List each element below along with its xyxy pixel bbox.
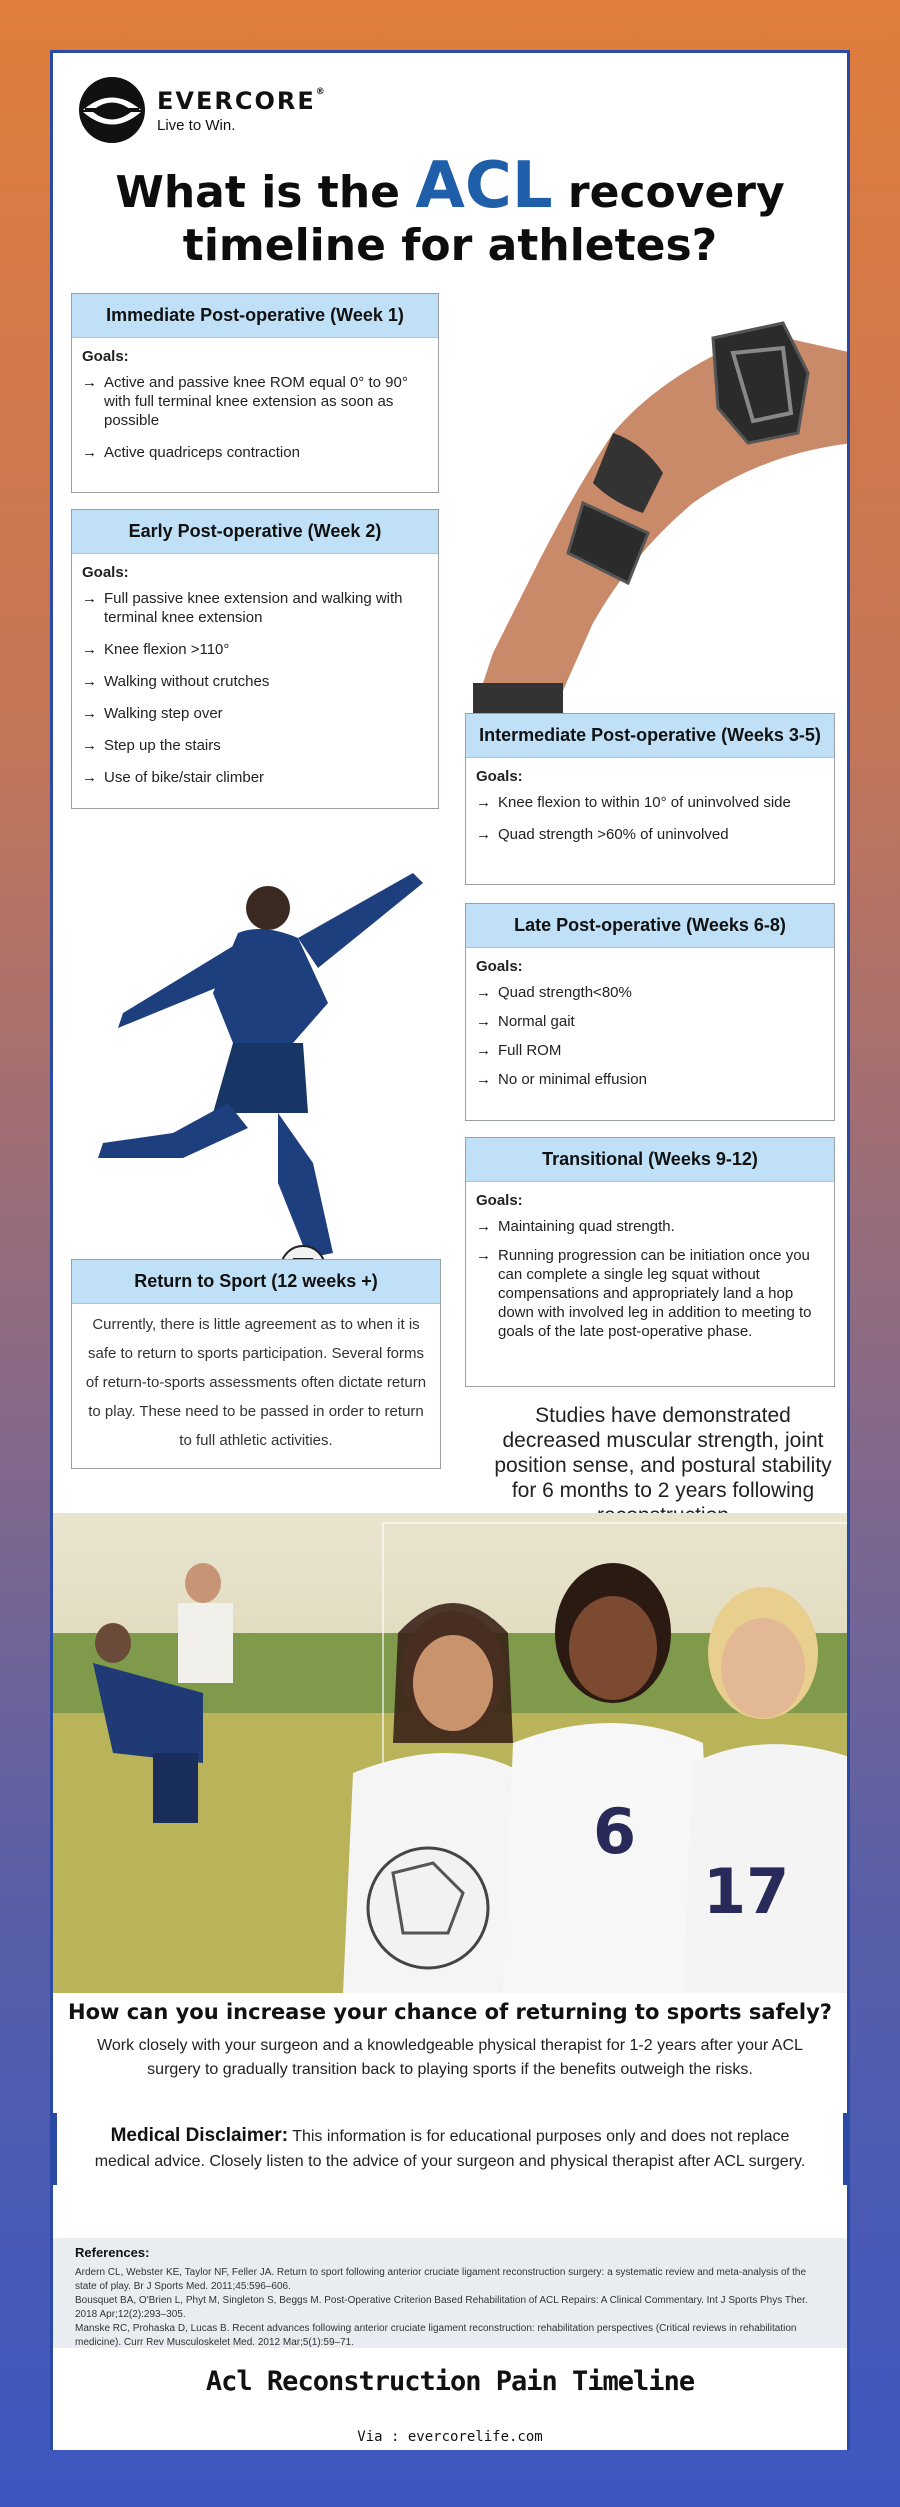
phase-card-week-2 (71, 509, 439, 809)
arrow-icon: → (82, 705, 97, 722)
phase-heading: Immediate Post-operative (Week 1) (72, 294, 438, 338)
howto-heading: How can you increase your chance of returning to sports safely? (68, 2000, 832, 2024)
phase-heading: Late Post-operative (Weeks 6-8) (466, 904, 834, 948)
howto-text: Work closely with your surgeon and a knowledgeable physical therapist for 1-2 years after your ACL surgery to gradually transition back to playing sports if the benefits outweigh the risks. (97, 2037, 803, 2078)
arrow-icon: → (82, 590, 97, 607)
list-item: → No or minimal effusion (476, 1071, 647, 1088)
list-item: → Knee flexion >110° (82, 641, 230, 658)
list-item: → Walking without crutches (82, 673, 270, 690)
return-to-sport-card (71, 1259, 441, 1469)
team-photo-image (53, 1513, 850, 1993)
list-item: → Active quadriceps contraction (82, 444, 300, 461)
list-item: → Full passive knee extension and walking with terminal knee extension (82, 590, 403, 626)
footer-title: Acl Reconstruction Pain Timeline (205, 2366, 695, 2397)
reference-item: Bousquet BA, O'Brien L, Phyt M, Singleton S, Beggs M. Post-Operative Criterion Based Rehabilitation of ACL Repairs: A Clinical Commentary. Int J Sports Phys Ther. 2018 Apr;12(2):293–305. (75, 2295, 808, 2320)
phase-card-weeks-9-12 (465, 1137, 835, 1387)
footer-via-link[interactable]: Via : evercorelife.com (357, 2429, 543, 2445)
phase-heading: Intermediate Post-operative (Weeks 3-5) (466, 714, 834, 758)
list-item: → Maintaining quad strength. (476, 1218, 675, 1235)
howto-section (53, 2000, 847, 2082)
medical-disclaimer (53, 2113, 847, 2185)
knee-brace-image (463, 293, 850, 713)
list-item: → Step up the stairs (82, 737, 221, 754)
arrow-icon: → (82, 641, 97, 658)
return-to-sport-heading: Return to Sport (12 weeks +) (72, 1260, 440, 1304)
list-item: → Running progression can be initiation once you can complete a single leg squat without compensations and appropriately land a hop down with involved leg in addition to meeting to goals of the late post-operative phase. (476, 1247, 812, 1340)
evercore-logo-icon (75, 75, 149, 145)
arrow-icon: → (82, 444, 97, 461)
footer (53, 2348, 847, 2450)
list-item: → Full ROM (476, 1042, 562, 1059)
goals-label: Goals: (82, 348, 129, 365)
goals-label: Goals: (476, 1192, 523, 1209)
references-heading: References: (75, 2245, 150, 2260)
studies-statement: Studies have demonstrated decreased muscular strength, joint position sense, and postural stability for 6 months to 2 years following (494, 1404, 832, 1502)
arrow-icon: → (476, 826, 491, 843)
goals-label: Goals: (476, 958, 523, 975)
arrow-icon: → (82, 374, 97, 391)
team-photo (53, 1513, 850, 1993)
brand-logo (75, 75, 327, 145)
arrow-icon: → (476, 1247, 491, 1264)
arrow-icon: → (476, 984, 491, 1001)
phase-card-weeks-3-5 (465, 713, 835, 885)
arrow-icon: → (476, 1013, 491, 1030)
brand-name: EVERCORE® (157, 86, 327, 115)
list-item: → Quad strength >60% of uninvolved (476, 826, 729, 843)
goals-label: Goals: (82, 564, 129, 581)
arrow-icon: → (476, 1071, 491, 1088)
reference-item: Manske RC, Prohaska D, Lucas B. Recent advances following anterior cruciate ligament reconstruction: rehabilitation perspectives (Critical reviews in rehabilitation medicine). Curr Rev Musculoskelet Med. 2012 Mar;5(1):59–71. (75, 2323, 797, 2348)
phase-card-week-1 (71, 293, 439, 493)
arrow-icon: → (82, 769, 97, 786)
jersey-number: 6 (593, 1795, 637, 1868)
phase-heading: Transitional (Weeks 9-12) (466, 1138, 834, 1182)
list-item: → Use of bike/stair climber (82, 769, 265, 786)
list-item: → Knee flexion to within 10° of uninvolved side (476, 794, 791, 811)
brand-tagline: Live to Win. (157, 116, 236, 134)
disclaimer-text: This information is for educational purposes only and does not replace medical advice. Closely listen to the advice of your surgeon and physical therapist after ACL surgery. (94, 2128, 806, 2170)
return-to-sport-text: Currently, there is little agreement as to when it is safe to return to sports participation. Several forms of return-to-sports assessments often dictate return to play. These need to be passed in order to return to full athletic activities. (85, 1316, 427, 1449)
reference-item: Ardern CL, Webster KE, Taylor NF, Feller JA. Return to sport following anterior cruciate ligament reconstruction surgery: a systematic review and meta-analysis of the state of play. Br J Sports Med. 2011;45:596–606. (75, 2267, 807, 2292)
arrow-icon: → (82, 673, 97, 690)
infographic-sheet (50, 50, 850, 2450)
arrow-icon: → (82, 737, 97, 754)
arrow-icon: → (476, 1218, 491, 1235)
phase-card-weeks-6-8 (465, 903, 835, 1121)
arrow-icon: → (476, 794, 491, 811)
soccer-player-image (63, 813, 443, 1313)
list-item: → Quad strength<80% (476, 984, 632, 1001)
page-title: What is the ACL recovery timeline for athletes? (115, 149, 785, 271)
list-item: → Walking step over (82, 705, 223, 722)
list-item: → Normal gait (476, 1013, 575, 1030)
arrow-icon: → (476, 1042, 491, 1059)
list-item: → Active and passive knee ROM equal 0° to 90° with full terminal knee extension as soon as possible (82, 374, 408, 429)
goals-label: Goals: (476, 768, 523, 785)
disclaimer-label: Medical Disclaimer: (110, 2125, 289, 2146)
references-section (53, 2238, 847, 2348)
jersey-number: 17 (703, 1855, 790, 1928)
phase-heading: Early Post-operative (Week 2) (72, 510, 438, 554)
